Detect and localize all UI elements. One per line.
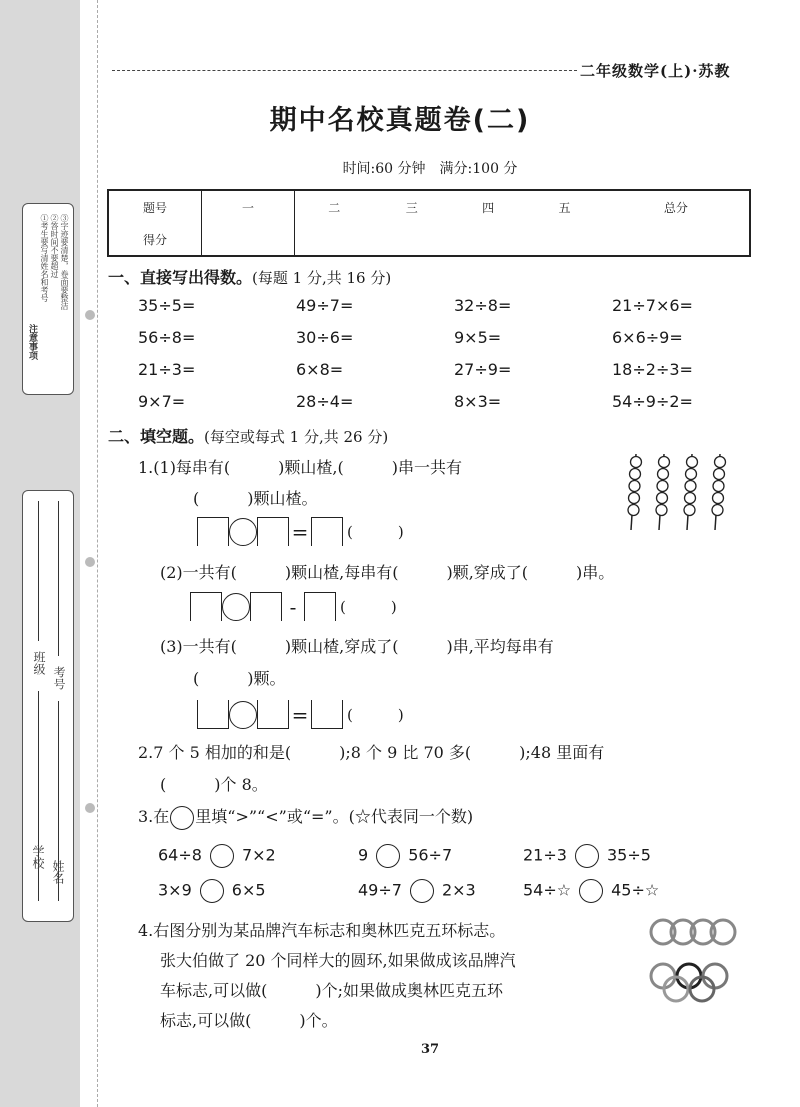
eq3-box-1[interactable] (197, 700, 229, 729)
score-table-score-row (108, 223, 750, 256)
calc-3-4[interactable]: 18÷2÷3= (612, 360, 693, 379)
notes-label: 注意事项 (27, 324, 37, 360)
eq2-box-2[interactable] (250, 592, 282, 621)
section1-note: (每题 1 分,共 16 分) (252, 269, 392, 287)
compare-5-right: 2×3 (441, 880, 476, 900)
notes-box (22, 203, 74, 395)
eq1-equals: = (291, 520, 309, 544)
q1-part1-line1[interactable]: 1.(1)每串有( )颗山楂,( )串一共有 (138, 458, 462, 477)
series-label: 二年级数学(上)·苏教 (580, 62, 731, 80)
school-field-label: 学校 (31, 845, 45, 869)
compare-3-circle[interactable] (575, 844, 599, 868)
page-number: 37 (420, 1042, 440, 1057)
eq1-box-2[interactable] (257, 517, 289, 546)
compare-3-right: 35÷5 (606, 845, 651, 865)
calc-3-1[interactable]: 21÷3= (138, 360, 196, 379)
header-dashed-rule (112, 70, 577, 71)
section1-heading (108, 265, 391, 288)
compare-6-circle[interactable] (579, 879, 603, 903)
eq1-operator-circle[interactable] (229, 518, 257, 546)
skewer-3 (684, 454, 698, 530)
name-field-label: 姓名 (51, 860, 65, 884)
calc-2-3[interactable]: 9×5= (454, 328, 502, 347)
calc-2-1[interactable]: 56÷8= (138, 328, 196, 347)
compare-6-right: 45÷☆ (611, 880, 660, 900)
calc-2-4[interactable]: 6×6÷9= (612, 328, 683, 347)
calc-4-4[interactable]: 54÷9÷2= (612, 392, 693, 411)
compare-2 (358, 844, 452, 868)
score-cell-5: 五 (558, 200, 571, 215)
q4-line4[interactable]: 标志,可以做( )个。 (160, 1011, 338, 1030)
eq1-box-3[interactable] (311, 517, 343, 546)
class-field-label: 班级 (32, 651, 46, 675)
binding-hole-2 (85, 557, 95, 567)
score-table-header-row (108, 190, 750, 223)
section2-title: 二、填空题。 (108, 427, 205, 446)
score-input-1[interactable] (202, 223, 295, 256)
eq3-box-3[interactable] (311, 700, 343, 729)
binding-hole-3 (85, 803, 95, 813)
q4-line1: 4.右图分别为某品牌汽车标志和奥林匹克五环标志。 (138, 921, 506, 940)
section1-title: 一、直接写出得数。 (108, 268, 253, 287)
olympic-rings-image (645, 960, 735, 1006)
score-cell-1: 一 (202, 190, 295, 223)
eq2-box-1[interactable] (190, 592, 222, 621)
score-input-3[interactable] (374, 223, 450, 256)
score-input-2[interactable] (295, 223, 374, 256)
skewer-2 (656, 454, 670, 530)
q1-part1-line2[interactable]: ( )颗山楂。 (193, 489, 318, 508)
calc-4-2[interactable]: 28÷4= (296, 392, 354, 411)
calc-3-2[interactable]: 6×8= (296, 360, 344, 379)
exam-number-label: 考号 (52, 666, 66, 690)
compare-1 (158, 844, 276, 868)
note-1: ①考生要写清姓名和考号 (40, 214, 49, 302)
compare-4-left: 3×9 (158, 880, 192, 900)
compare-5-left: 49÷7 (358, 880, 402, 900)
note-3: ③字迹要清楚，卷面要整洁 (60, 214, 69, 310)
calc-1-1[interactable]: 35÷5= (138, 296, 196, 315)
calc-1-2[interactable]: 49÷7= (296, 296, 354, 315)
q3-circle-icon (170, 806, 194, 830)
q2-line1[interactable]: 2.7 个 5 相加的和是( );8 个 9 比 70 多( );48 里面有 (138, 743, 605, 762)
compare-1-circle[interactable] (210, 844, 234, 868)
compare-6 (523, 879, 659, 903)
equation-3 (197, 700, 404, 729)
eq3-unit-blank[interactable]: ( ) (347, 706, 404, 724)
calc-1-3[interactable]: 32÷8= (454, 296, 512, 315)
score-cell-2: 二 (328, 200, 341, 215)
equation-1 (197, 517, 404, 546)
q1-part3-line2[interactable]: ( )颗。 (193, 669, 286, 688)
score-cell-3: 三 (405, 200, 418, 215)
compare-4-circle[interactable] (200, 879, 224, 903)
eq3-box-2[interactable] (257, 700, 289, 729)
compare-4 (158, 879, 266, 903)
score-input-total[interactable] (603, 223, 750, 256)
compare-5 (358, 879, 476, 903)
score-input-4[interactable] (450, 223, 526, 256)
score-table (107, 189, 751, 257)
eq1-box-1[interactable] (197, 517, 229, 546)
compare-2-circle[interactable] (376, 844, 400, 868)
eq2-operator-circle[interactable] (222, 593, 250, 621)
q4-line2: 张大伯做了 20 个同样大的圆环,如果做成该品牌汽 (160, 951, 516, 970)
exam-number-line[interactable] (58, 501, 59, 656)
skewer-1 (628, 454, 642, 530)
eq3-equals: = (291, 703, 309, 727)
compare-1-left: 64÷8 (158, 845, 202, 865)
compare-6-left: 54÷☆ (523, 880, 572, 900)
q2-line2[interactable]: ( )个 8。 (160, 775, 268, 794)
q4-line3[interactable]: 车标志,可以做( )个;如果做成奥林匹克五环 (160, 981, 503, 1000)
q3-prefix: 3.在 (138, 807, 170, 826)
compare-3 (523, 844, 651, 868)
compare-5-circle[interactable] (410, 879, 434, 903)
score-input-5[interactable] (526, 223, 602, 256)
class-field-line[interactable] (38, 691, 39, 901)
q1-part3-line1[interactable]: (3)一共有( )颗山楂,穿成了( )串,平均每串有 (160, 637, 554, 656)
skewer-4 (712, 454, 726, 530)
score-row-label: 得分 (108, 223, 202, 256)
compare-2-left: 9 (358, 845, 369, 865)
score-cell-total: 总分 (663, 200, 688, 215)
eq2-sign: - (289, 595, 297, 619)
note-2: ②答时间不要超过 (50, 214, 59, 278)
calc-1-4[interactable]: 21÷7×6= (612, 296, 693, 315)
calc-3-3[interactable]: 27÷9= (454, 360, 512, 379)
compare-3-left: 21÷3 (523, 845, 567, 865)
eq1-unit-blank[interactable]: ( ) (347, 523, 404, 541)
q3-suffix: 里填“>”“<”或“=”。(☆代表同一个数) (195, 807, 474, 826)
q3-instruction (138, 804, 473, 830)
section2-note: (每空或每式 1 分,共 26 分) (204, 428, 389, 446)
section2-heading (108, 424, 388, 447)
calc-4-3[interactable]: 8×3= (454, 392, 502, 411)
compare-4-right: 6×5 (231, 880, 266, 900)
class-field-line-top[interactable] (38, 501, 39, 641)
score-cell-label: 题号 (108, 190, 202, 223)
compare-1-right: 7×2 (241, 845, 276, 865)
q1-part2-line[interactable]: (2)一共有( )颗山楂,每串有( )颗,穿成了( )串。 (160, 563, 615, 582)
eq2-unit-blank[interactable]: ( ) (340, 598, 397, 616)
car-logo-rings-image (645, 915, 745, 949)
compare-2-right: 56÷7 (408, 845, 453, 865)
exam-meta: 时间:60 分钟 满分:100 分 (342, 161, 518, 177)
page-title: 期中名校真题卷(二) (269, 105, 531, 136)
binding-hole-1 (85, 310, 95, 320)
equation-2 (190, 592, 397, 621)
calc-4-1[interactable]: 9×7= (138, 392, 186, 411)
calc-2-2[interactable]: 30÷6= (296, 328, 354, 347)
hawthorn-skewers-image (622, 448, 742, 538)
eq2-box-3[interactable] (304, 592, 336, 621)
score-cell-4: 四 (482, 200, 495, 215)
eq3-operator-circle[interactable] (229, 701, 257, 729)
